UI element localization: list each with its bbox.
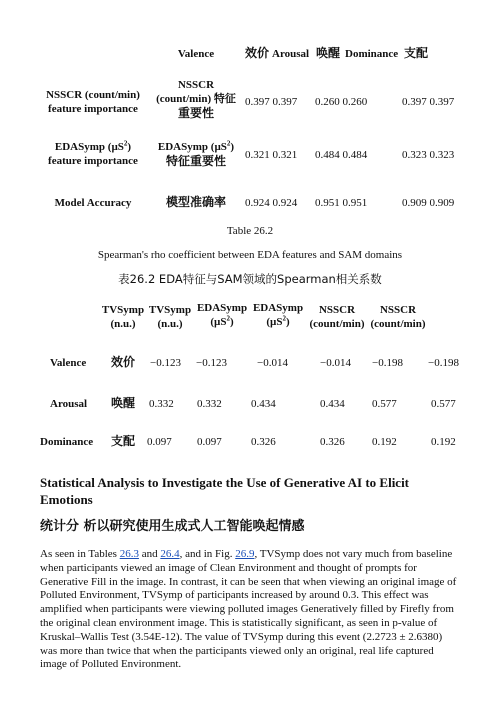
link-table-26-4[interactable]: 26.4 — [160, 548, 180, 560]
t2-h5-l2: (count/min) — [309, 318, 365, 330]
t2-row-arousal-zh: 唤醒 — [111, 396, 136, 410]
t1-header-arousal: Arousal — [272, 48, 310, 60]
t1-row1-label-en-text: NSSCR (count/min) feature importance — [46, 89, 140, 115]
t2-h6-l2: (count/min) — [370, 318, 426, 330]
t2-h3-l1: EDASymp — [196, 302, 248, 314]
body-text-1: As seen in Tables — [40, 548, 120, 560]
t1-row1-label-en — [38, 88, 148, 116]
t1-row1-zh-line2 — [150, 92, 242, 106]
t1-row2-label-zh — [150, 140, 242, 169]
t2-row-valence-en: Valence — [50, 357, 87, 369]
t2-h2-l1: TVSymp — [148, 304, 192, 316]
t1-row3-d1: 0.909 — [402, 197, 427, 209]
table2-caption-zh: 表26.2 EDA特征与SAM领域的Spearman相关系数 — [118, 272, 382, 286]
link-fig-26-9[interactable]: 26.9 — [235, 548, 255, 560]
t1-row2-en-c: feature importance — [48, 155, 138, 167]
section-heading-en: Statistical Analysis to Investigate the Use of Generative AI to Elicit Emotions — [40, 475, 410, 507]
table2-caption-number: Table 26.2 — [226, 225, 274, 237]
t1-row3-valence — [245, 196, 297, 210]
t1-row1-dominance — [402, 95, 454, 109]
t1-row1-v2: 0.397 — [272, 96, 298, 108]
t2-row-arousal-en: Arousal — [50, 398, 88, 410]
t2-valence-c2: −0.123 — [196, 357, 227, 369]
t1-row1-arousal — [315, 95, 367, 109]
t1-row1-zh-line3: 重要性 — [177, 106, 214, 120]
t2-arousal-c6: 0.577 — [431, 398, 456, 410]
t1-row2-zh-sup: 2 — [226, 139, 231, 148]
t2-h6-l1: NSSCR — [379, 304, 417, 316]
t2-h3-l2b: ) — [229, 316, 234, 328]
t1-row2-d2: 0.323 — [429, 149, 455, 161]
t2-dominance-c3: 0.326 — [251, 436, 276, 448]
t2-dominance-c4: 0.326 — [320, 436, 345, 448]
t2-row-valence-zh: 效价 — [111, 355, 136, 369]
t2-h4-l2b: ) — [285, 316, 290, 328]
t1-row2-valence — [245, 148, 297, 162]
t2-header-5 — [305, 303, 369, 331]
t1-header-dominance: Dominance — [345, 48, 399, 60]
t1-row3-label-zh: 模型准确率 — [165, 195, 226, 209]
t2-header-2 — [145, 303, 195, 331]
t1-row2-a2: 0.484 — [342, 149, 368, 161]
body-text-2: and — [138, 548, 161, 560]
t1-row2-label-en — [38, 140, 148, 168]
t1-row2-zh-a: EDASymp (µS — [157, 141, 227, 153]
t1-row2-zh-c: 特征重要性 — [165, 154, 226, 168]
t1-row3-a2: 0.951 — [342, 197, 368, 209]
t2-header-1 — [98, 303, 148, 331]
t2-h4-l1: EDASymp — [252, 302, 304, 314]
section-heading-zh: 统计分 析以研究使用生成式人工智能唤起情感 — [40, 519, 305, 534]
t2-header-4 — [249, 301, 307, 329]
t2-h5-l1: NSSCR — [318, 304, 356, 316]
t1-row3-label-en: Model Accuracy — [54, 197, 132, 209]
t1-row3-a1: 0.951 — [315, 197, 340, 209]
t2-valence-c1: −0.123 — [150, 357, 181, 369]
t1-row1-a1: 0.260 — [315, 96, 340, 108]
t2-dominance-c1: 0.097 — [147, 436, 172, 448]
t2-h4-sup: 2 — [282, 314, 286, 323]
t2-valence-c3: −0.014 — [257, 357, 288, 369]
t1-row3-d2: 0.909 — [429, 197, 455, 209]
t1-row2-v1: 0.321 — [245, 149, 270, 161]
t2-header-3 — [193, 301, 251, 329]
table2-caption-en: Spearman's rho coefficient between EDA features and SAM domains — [97, 249, 403, 261]
t1-row3-dominance — [402, 196, 454, 210]
t2-valence-c6: −0.198 — [428, 357, 459, 369]
t1-row2-en-a: EDASymp (µS — [54, 141, 124, 153]
t2-valence-c5: −0.198 — [372, 357, 403, 369]
t2-h2-l2: (n.u.) — [157, 318, 183, 330]
t1-header-dominance-zh: 支配 — [404, 46, 429, 60]
t1-row3-v2: 0.924 — [272, 197, 298, 209]
t2-h3-sup: 2 — [226, 314, 230, 323]
t1-row2-a1: 0.484 — [315, 149, 340, 161]
link-table-26-3[interactable]: 26.3 — [119, 548, 139, 560]
t1-row2-arousal — [315, 148, 367, 162]
t2-h4-l2a: (µS — [266, 316, 283, 328]
t2-dominance-c2: 0.097 — [197, 436, 222, 448]
t2-arousal-c5: 0.577 — [372, 398, 397, 410]
t1-row2-d1: 0.323 — [402, 149, 427, 161]
t2-dominance-c6: 0.192 — [431, 436, 456, 448]
t1-row1-d1: 0.397 — [402, 96, 427, 108]
t2-dominance-c5: 0.192 — [372, 436, 397, 448]
t2-arousal-c3: 0.434 — [251, 398, 276, 410]
t2-row-dominance-zh: 支配 — [111, 434, 136, 448]
t1-row2-zh-b: ) — [230, 141, 235, 153]
body-text-4: , TVSymp does not vary much from baseline when participants viewed an image of Clean Environment and thought of prompts for Generative Fill in the image. In contrast, it can be seen that when viewing an original image of Polluted Environment, TVSymp of participants increased by around 0.3. This effect was amplified when participants were viewing polluted images Generatively filled by Firefly from the original clean environment image. This is statistically significant, as seen in p-value of Kruskal–Wallis Test (3.54E-12). The value of TVSymp during this event (2.2723 ± 2.6380) was more than twice that when the participants viewed only an original, real life captured image of Polluted Environment. — [40, 548, 457, 671]
t1-row2-v2: 0.321 — [272, 149, 298, 161]
t1-row2-en-b: ) — [127, 141, 132, 153]
body-text-3: , and in Fig. — [179, 548, 236, 560]
t1-row1-a2: 0.260 — [342, 96, 368, 108]
t2-row-dominance-en: Dominance — [40, 436, 94, 448]
t1-header-arousal-zh: 唤醒 — [316, 46, 341, 60]
t2-h1-l1: TVSymp — [101, 304, 145, 316]
body-paragraph — [40, 548, 462, 672]
t1-header-valence-zh: 效价 — [245, 46, 270, 60]
t2-arousal-c2: 0.332 — [197, 398, 222, 410]
t2-h3-l2a: (µS — [210, 316, 227, 328]
t1-row1-zh-line1: NSSCR — [177, 79, 215, 91]
t2-valence-c4: −0.014 — [320, 357, 351, 369]
t1-row1-zh-line2-text: (count/min) 特征 — [156, 93, 236, 105]
t1-row2-en-sup: 2 — [123, 139, 128, 148]
t1-row2-dominance — [402, 148, 454, 162]
t1-row1-label-zh — [150, 78, 242, 121]
t2-h1-l2: (n.u.) — [110, 318, 136, 330]
t1-row1-valence — [245, 95, 297, 109]
t2-arousal-c4: 0.434 — [320, 398, 345, 410]
t1-header-valence: Valence — [177, 48, 215, 60]
t2-header-6 — [366, 303, 430, 331]
t1-row3-v1: 0.924 — [245, 197, 270, 209]
t2-arousal-c1: 0.332 — [149, 398, 174, 410]
t1-row1-v1: 0.397 — [245, 96, 270, 108]
t1-row1-d2: 0.397 — [429, 96, 455, 108]
t1-row3-arousal — [315, 196, 367, 210]
